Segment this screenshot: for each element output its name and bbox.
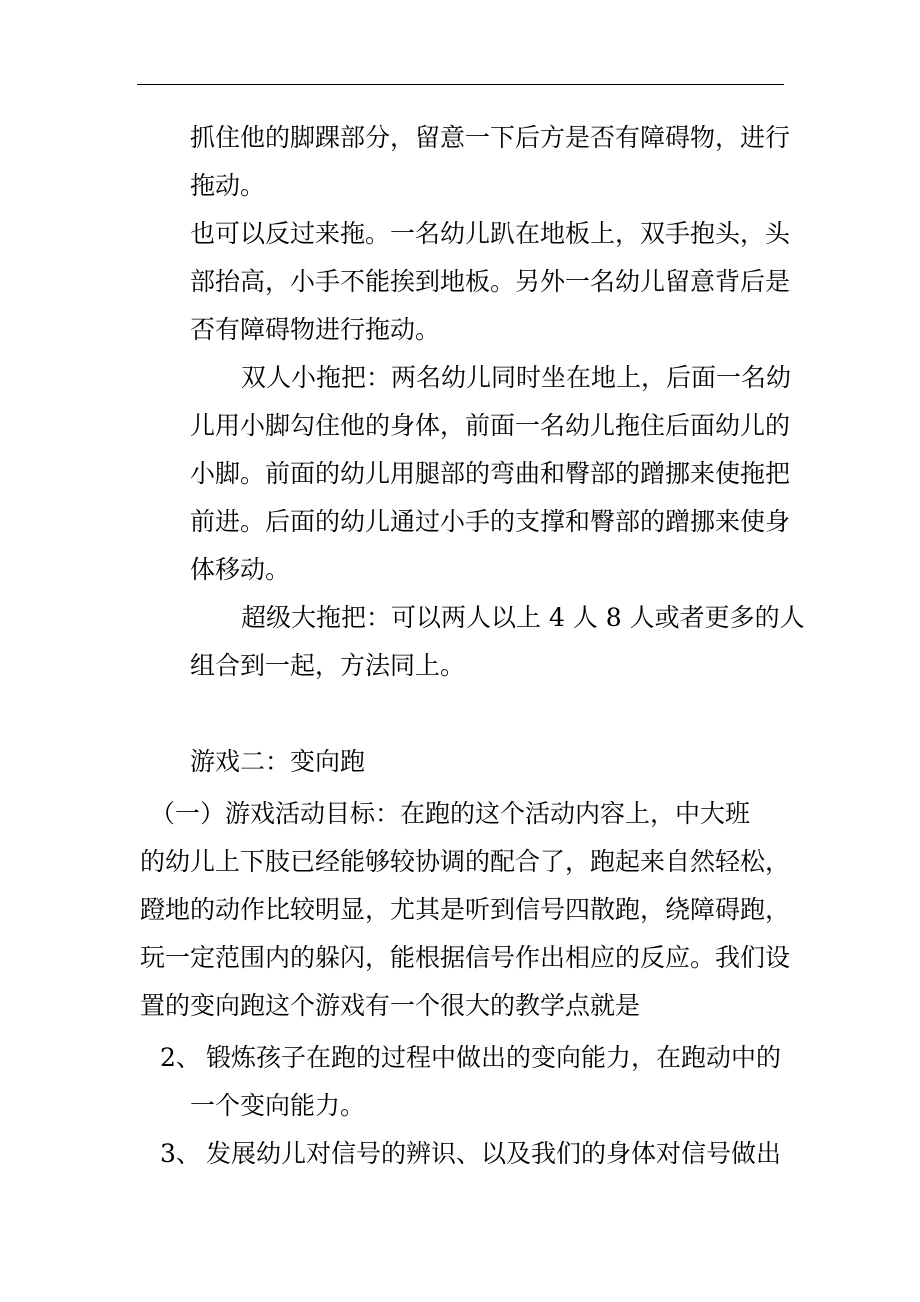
text-line: 否有障碍物进行拖动。 — [190, 315, 441, 344]
text-line: 一个变向能力。 — [190, 1091, 366, 1120]
text-line: 超级大拖把：可以两人以上 4 人 8 人或者更多的人 — [241, 603, 805, 632]
section-title: 游戏二：变向跑 — [190, 747, 366, 776]
text-line: 的幼儿上下肢已经能够较协调的配合了，跑起来自然轻松， — [140, 847, 791, 876]
text-line: 小脚。前面的幼儿用腿部的弯曲和臀部的蹭挪来使拖把 — [190, 459, 791, 488]
text-line: 发展幼儿对信号的辨识、以及我们的身体对信号做出 — [206, 1139, 782, 1168]
text-line: 置的变向跑这个游戏有一个很大的教学点就是 — [140, 991, 641, 1020]
text-line: 部抬高，小手不能挨到地板。另外一名幼儿留意背后是 — [190, 267, 791, 296]
text-line: 玩一定范围内的躲闪，能根据信号作出相应的反应。我们设 — [140, 943, 791, 972]
text-line: 也可以反过来拖。一名幼儿趴在地板上，双手抱头，头 — [190, 219, 791, 248]
text-line: 蹬地的动作比较明显，尤其是听到信号四散跑，绕障碍跑， — [140, 895, 791, 924]
text-line: 体移动。 — [190, 555, 291, 584]
text-line: 抓住他的脚踝部分，留意一下后方是否有障碍物，进行 — [190, 123, 791, 152]
list-item-number: 3、 — [160, 1139, 201, 1168]
text-line: 双人小拖把：两名幼儿同时坐在地上，后面一名幼 — [241, 363, 792, 392]
text-line: 前进。后面的幼儿通过小手的支撑和臀部的蹭挪来使身 — [190, 507, 791, 536]
text-line: （一）游戏活动目标：在跑的这个活动内容上，中大班 — [150, 799, 751, 828]
text-line: 拖动。 — [190, 171, 266, 200]
text-line: 儿用小脚勾住他的身体，前面一名幼儿拖住后面幼儿的 — [190, 411, 791, 440]
text-line: 锻炼孩子在跑的过程中做出的变向能力，在跑动中的 — [206, 1043, 782, 1072]
text-line: 组合到一起，方法同上。 — [190, 651, 466, 680]
list-item-number: 2、 — [160, 1043, 201, 1072]
header-rule — [137, 84, 784, 85]
